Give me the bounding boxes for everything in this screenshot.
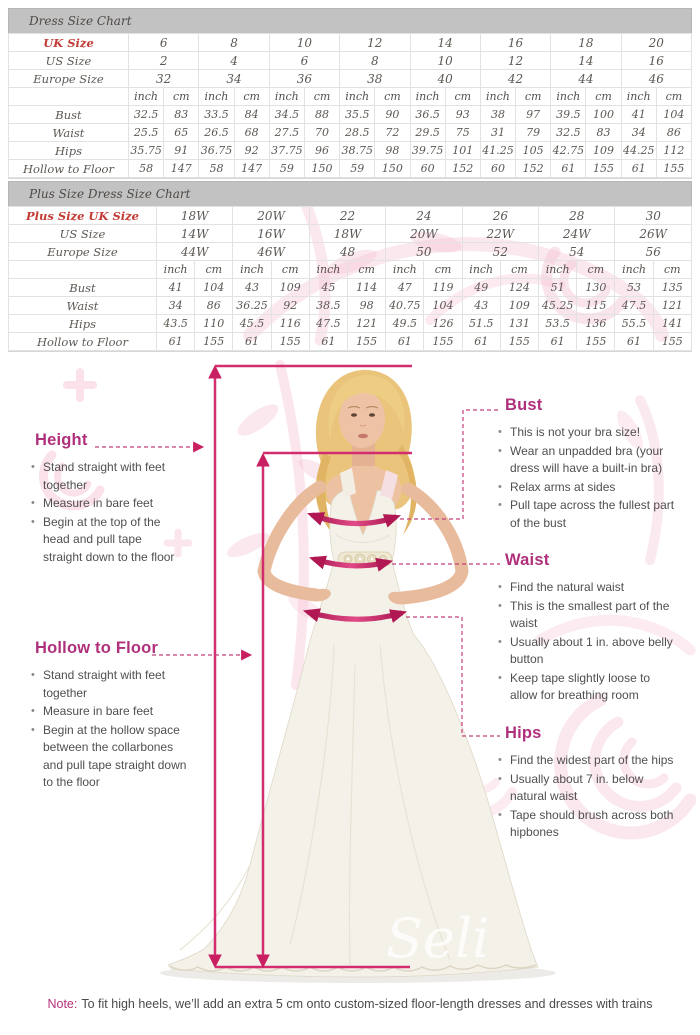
- unit-header-row: [9, 88, 692, 106]
- measurement-row: [9, 279, 692, 297]
- measurement-value-cell: 98: [348, 297, 386, 315]
- unit-header-cell: cm: [500, 261, 538, 279]
- height-instructions: [30, 459, 182, 566]
- size-value-cell: 22: [309, 207, 385, 225]
- unit-header-cell: cm: [516, 88, 551, 106]
- measurement-row: [9, 315, 692, 333]
- dress-brand-watermark: Seli: [386, 907, 490, 970]
- size-value-cell: 2: [129, 52, 199, 70]
- bust-instructions: [497, 424, 675, 532]
- measurement-value-cell: 40.75: [386, 297, 424, 315]
- measurement-value-cell: 88: [304, 106, 339, 124]
- measurement-value-cell: 34: [157, 297, 195, 315]
- measurement-row: [9, 160, 692, 178]
- measurement-value-cell: 83: [586, 124, 621, 142]
- measurement-value-cell: 43: [462, 297, 500, 315]
- measurement-value-cell: 58: [129, 160, 164, 178]
- measurement-value-cell: 59: [340, 160, 375, 178]
- size-row: [9, 70, 692, 88]
- instruction-item: • Usually about 1 in. above belly button: [497, 634, 675, 669]
- measurement-value-cell: 155: [586, 160, 621, 178]
- measurement-value-cell: 34.5: [269, 106, 304, 124]
- size-value-cell: 52: [462, 243, 538, 261]
- size-value-cell: 12: [340, 34, 410, 52]
- measurement-value-cell: 79: [516, 124, 551, 142]
- hips-heading: Hips: [505, 724, 542, 742]
- measurement-value-cell: 155: [656, 160, 691, 178]
- measurement-value-cell: 61: [539, 333, 577, 351]
- measuring-guide: [0, 345, 700, 993]
- size-value-cell: 44W: [157, 243, 233, 261]
- measurement-value-cell: 45: [309, 279, 347, 297]
- unit-header-cell: cm: [445, 88, 480, 106]
- unit-header-cell: cm: [304, 88, 339, 106]
- measurement-value-cell: 36.5: [410, 106, 445, 124]
- measurement-value-cell: 155: [500, 333, 538, 351]
- size-value-cell: 44: [551, 70, 621, 88]
- size-row: [9, 52, 692, 70]
- size-value-cell: 14: [551, 52, 621, 70]
- size-value-cell: 56: [615, 243, 692, 261]
- size-value-cell: 20W: [386, 225, 462, 243]
- measurement-row-label: Bust: [9, 279, 157, 297]
- measurement-row-label: Hips: [9, 142, 129, 160]
- measurement-value-cell: 155: [577, 333, 615, 351]
- measurement-value-cell: 86: [656, 124, 691, 142]
- size-row: [9, 207, 692, 225]
- measurement-value-cell: 43.5: [157, 315, 195, 333]
- standard-size-chart: [8, 8, 692, 179]
- unit-header-cell: cm: [656, 88, 691, 106]
- measurement-value-cell: 47.5: [615, 297, 653, 315]
- measurement-value-cell: 104: [656, 106, 691, 124]
- unit-header-cell: inch: [157, 261, 195, 279]
- size-value-cell: 48: [309, 243, 385, 261]
- unit-header-cell: cm: [164, 88, 199, 106]
- measurement-value-cell: 93: [445, 106, 480, 124]
- measurement-value-cell: 91: [164, 142, 199, 160]
- measurement-value-cell: 32.5: [551, 124, 586, 142]
- measurement-value-cell: 49.5: [386, 315, 424, 333]
- measurement-row-label: Hollow to Floor: [9, 333, 157, 351]
- measurement-value-cell: 49: [462, 279, 500, 297]
- instruction-item: • This is not your bra size!: [497, 424, 675, 442]
- measurement-value-cell: 110: [195, 315, 233, 333]
- measurement-value-cell: 109: [271, 279, 309, 297]
- measurement-value-cell: 150: [304, 160, 339, 178]
- measurement-value-cell: 39.5: [551, 106, 586, 124]
- measurement-value-cell: 75: [445, 124, 480, 142]
- measurement-value-cell: 96: [304, 142, 339, 160]
- measurement-value-cell: 36.25: [233, 297, 271, 315]
- size-value-cell: 46: [621, 70, 691, 88]
- measurement-value-cell: 135: [653, 279, 691, 297]
- unit-header-cell: inch: [621, 88, 656, 106]
- height-section: [30, 431, 182, 567]
- measurement-value-cell: 32.5: [129, 106, 164, 124]
- measurement-value-cell: 58: [199, 160, 234, 178]
- size-value-cell: 22W: [462, 225, 538, 243]
- size-value-cell: 30: [615, 207, 692, 225]
- size-value-cell: 4: [199, 52, 269, 70]
- measurement-value-cell: 45.5: [233, 315, 271, 333]
- size-value-cell: 8: [340, 52, 410, 70]
- measurement-value-cell: 100: [586, 106, 621, 124]
- measurement-value-cell: 84: [234, 106, 269, 124]
- measurement-value-cell: 38.75: [340, 142, 375, 160]
- measurement-value-cell: 38.5: [309, 297, 347, 315]
- measurement-value-cell: 147: [234, 160, 269, 178]
- size-value-cell: 20: [621, 34, 691, 52]
- instruction-item: • Pull tape across the fullest part of the bust: [497, 497, 675, 532]
- measurement-value-cell: 155: [271, 333, 309, 351]
- hips-section: [497, 724, 675, 843]
- size-row-label: Europe Size: [9, 70, 129, 88]
- size-value-cell: 24W: [539, 225, 615, 243]
- instruction-item: • Keep tape slightly loose to allow for breathing room: [497, 670, 675, 705]
- measurement-value-cell: 35.5: [340, 106, 375, 124]
- measurement-row-label: Waist: [9, 297, 157, 315]
- bust-heading: Bust: [505, 396, 543, 414]
- size-row: [9, 243, 692, 261]
- note-label: Note:: [47, 997, 78, 1011]
- unit-header-cell: inch: [539, 261, 577, 279]
- high-heels-note: [0, 997, 700, 1011]
- measurement-value-cell: 60: [480, 160, 515, 178]
- instruction-item: • Measure in bare feet: [30, 495, 182, 513]
- plus-size-chart-table: [8, 206, 692, 351]
- measurement-value-cell: 152: [445, 160, 480, 178]
- measurement-value-cell: 152: [516, 160, 551, 178]
- size-value-cell: 42: [480, 70, 550, 88]
- measurement-value-cell: 61: [551, 160, 586, 178]
- instruction-item: • Relax arms at sides: [497, 479, 675, 497]
- measurement-value-cell: 92: [271, 297, 309, 315]
- measurement-value-cell: 109: [500, 297, 538, 315]
- measurement-value-cell: 39.75: [410, 142, 445, 160]
- waist-section: [497, 551, 675, 706]
- measurement-value-cell: 121: [653, 297, 691, 315]
- measurement-row: [9, 297, 692, 315]
- empty-cell: [9, 261, 157, 279]
- measurement-value-cell: 26.5: [199, 124, 234, 142]
- measurement-value-cell: 83: [164, 106, 199, 124]
- measurement-value-cell: 68: [234, 124, 269, 142]
- unit-header-cell: cm: [653, 261, 691, 279]
- measurement-value-cell: 27.5: [269, 124, 304, 142]
- height-heading: Height: [35, 431, 88, 449]
- size-value-cell: 14W: [157, 225, 233, 243]
- instruction-item: • Tape should brush across both hipbones: [497, 807, 675, 842]
- waist-heading: Waist: [505, 551, 550, 569]
- measurement-value-cell: 38: [480, 106, 515, 124]
- unit-header-cell: inch: [340, 88, 375, 106]
- size-value-cell: 26W: [615, 225, 692, 243]
- measurement-value-cell: 44.25: [621, 142, 656, 160]
- size-value-cell: 12: [480, 52, 550, 70]
- measurement-value-cell: 61: [309, 333, 347, 351]
- size-value-cell: 16: [480, 34, 550, 52]
- measurement-value-cell: 60: [410, 160, 445, 178]
- measurement-value-cell: 97: [516, 106, 551, 124]
- measurement-value-cell: 155: [348, 333, 386, 351]
- standard-chart-title: Dress Size Chart: [8, 8, 692, 33]
- measurement-value-cell: 155: [195, 333, 233, 351]
- unit-header-cell: cm: [348, 261, 386, 279]
- measurement-value-cell: 155: [424, 333, 462, 351]
- unit-header-cell: inch: [309, 261, 347, 279]
- size-value-cell: 18W: [309, 225, 385, 243]
- measurement-value-cell: 37.75: [269, 142, 304, 160]
- unit-header-cell: cm: [375, 88, 410, 106]
- measurement-value-cell: 35.75: [129, 142, 164, 160]
- measurement-value-cell: 121: [348, 315, 386, 333]
- unit-header-cell: inch: [615, 261, 653, 279]
- measurement-value-cell: 61: [615, 333, 653, 351]
- measurement-value-cell: 41.25: [480, 142, 515, 160]
- standard-size-chart-table: [8, 33, 692, 178]
- measurement-value-cell: 36.75: [199, 142, 234, 160]
- measurement-value-cell: 101: [445, 142, 480, 160]
- measurement-value-cell: 59: [269, 160, 304, 178]
- measurement-value-cell: 105: [516, 142, 551, 160]
- measurement-value-cell: 131: [500, 315, 538, 333]
- measurement-value-cell: 61: [233, 333, 271, 351]
- size-value-cell: 54: [539, 243, 615, 261]
- measurement-value-cell: 116: [271, 315, 309, 333]
- measurement-value-cell: 92: [234, 142, 269, 160]
- measurement-row-label: Hips: [9, 315, 157, 333]
- measurement-value-cell: 104: [195, 279, 233, 297]
- size-row-label: Plus Size UK Size: [9, 207, 157, 225]
- measurement-value-cell: 115: [577, 297, 615, 315]
- unit-header-cell: inch: [199, 88, 234, 106]
- size-value-cell: 38: [340, 70, 410, 88]
- measurement-value-cell: 29.5: [410, 124, 445, 142]
- plus-size-chart: [8, 181, 692, 352]
- measurement-row-label: Hollow to Floor: [9, 160, 129, 178]
- measurement-value-cell: 136: [577, 315, 615, 333]
- measurement-value-cell: 33.5: [199, 106, 234, 124]
- measurement-value-cell: 61: [386, 333, 424, 351]
- instruction-item: • Stand straight with feet together: [30, 667, 192, 702]
- instruction-item: • Find the widest part of the hips: [497, 752, 675, 770]
- unit-header-cell: inch: [129, 88, 164, 106]
- wedding-dress: [168, 468, 538, 977]
- size-value-cell: 10: [410, 52, 480, 70]
- size-value-cell: 18W: [157, 207, 233, 225]
- size-value-cell: 50: [386, 243, 462, 261]
- size-value-cell: 46W: [233, 243, 309, 261]
- instruction-item: • Begin at the top of the head and pull tape straight down to the floor: [30, 514, 182, 567]
- measurement-value-cell: 112: [656, 142, 691, 160]
- measurement-value-cell: 61: [621, 160, 656, 178]
- measurement-value-cell: 124: [500, 279, 538, 297]
- size-value-cell: 32: [129, 70, 199, 88]
- measurement-value-cell: 47: [386, 279, 424, 297]
- measurement-value-cell: 155: [653, 333, 691, 351]
- measurement-value-cell: 61: [157, 333, 195, 351]
- size-value-cell: 10: [269, 34, 339, 52]
- measurement-value-cell: 53: [615, 279, 653, 297]
- size-row-label: Europe Size: [9, 243, 157, 261]
- measurement-value-cell: 31: [480, 124, 515, 142]
- hollow-to-floor-instructions: [30, 667, 192, 792]
- measurement-value-cell: 130: [577, 279, 615, 297]
- measurement-row: [9, 142, 692, 160]
- size-row-label: UK Size: [9, 34, 129, 52]
- measurement-value-cell: 61: [462, 333, 500, 351]
- unit-header-cell: cm: [195, 261, 233, 279]
- measurement-value-cell: 126: [424, 315, 462, 333]
- measurement-value-cell: 65: [164, 124, 199, 142]
- unit-header-cell: inch: [410, 88, 445, 106]
- measurement-value-cell: 86: [195, 297, 233, 315]
- instruction-item: • Find the natural waist: [497, 579, 675, 597]
- measurement-value-cell: 90: [375, 106, 410, 124]
- size-value-cell: 20W: [233, 207, 309, 225]
- unit-header-cell: inch: [480, 88, 515, 106]
- size-value-cell: 40: [410, 70, 480, 88]
- plus-chart-title: Plus Size Dress Size Chart: [8, 181, 692, 206]
- size-value-cell: 6: [269, 52, 339, 70]
- measurement-value-cell: 28.5: [340, 124, 375, 142]
- measurement-row-label: Waist: [9, 124, 129, 142]
- unit-header-row: [9, 261, 692, 279]
- instruction-item: • Begin at the hollow space between the collarbones and pull tape straight down to the floor: [30, 722, 192, 792]
- size-value-cell: 34: [199, 70, 269, 88]
- size-value-cell: 36: [269, 70, 339, 88]
- measurement-value-cell: 114: [348, 279, 386, 297]
- bust-section: [497, 396, 675, 533]
- size-value-cell: 28: [539, 207, 615, 225]
- measurement-value-cell: 55.5: [615, 315, 653, 333]
- measurement-row: [9, 124, 692, 142]
- size-value-cell: 24: [386, 207, 462, 225]
- size-value-cell: 8: [199, 34, 269, 52]
- instruction-item: • Usually about 7 in. below natural waist: [497, 771, 675, 806]
- size-row: [9, 34, 692, 52]
- waist-instructions: [497, 579, 675, 705]
- unit-header-cell: inch: [233, 261, 271, 279]
- unit-header-cell: inch: [462, 261, 500, 279]
- unit-header-cell: cm: [271, 261, 309, 279]
- size-value-cell: 14: [410, 34, 480, 52]
- measurement-value-cell: 25.5: [129, 124, 164, 142]
- unit-header-cell: cm: [234, 88, 269, 106]
- measurement-value-cell: 53.5: [539, 315, 577, 333]
- instruction-item: • Measure in bare feet: [30, 703, 192, 721]
- unit-header-cell: inch: [386, 261, 424, 279]
- instruction-item: • Wear an unpadded bra (your dress will have a built-in bra): [497, 443, 675, 478]
- empty-cell: [9, 88, 129, 106]
- measurement-value-cell: 51.5: [462, 315, 500, 333]
- measurement-value-cell: 41: [157, 279, 195, 297]
- measurement-value-cell: 51: [539, 279, 577, 297]
- measurement-value-cell: 70: [304, 124, 339, 142]
- size-value-cell: 26: [462, 207, 538, 225]
- size-row: [9, 225, 692, 243]
- measurement-value-cell: 109: [586, 142, 621, 160]
- note-text: To fit high heels, we’ll add an extra 5 cm onto custom-sized floor-length dresses and dresses with trains: [81, 997, 653, 1011]
- instruction-item: • This is the smallest part of the waist: [497, 598, 675, 633]
- size-value-cell: 18: [551, 34, 621, 52]
- hollow-to-floor-section: [30, 639, 192, 793]
- measurement-row-label: Bust: [9, 106, 129, 124]
- measurement-value-cell: 98: [375, 142, 410, 160]
- hollow-to-floor-heading: Hollow to Floor: [35, 639, 159, 657]
- measurement-value-cell: 41: [621, 106, 656, 124]
- measurement-value-cell: 42.75: [551, 142, 586, 160]
- measurement-value-cell: 150: [375, 160, 410, 178]
- unit-header-cell: inch: [551, 88, 586, 106]
- measurement-value-cell: 147: [164, 160, 199, 178]
- unit-header-cell: cm: [586, 88, 621, 106]
- measurement-value-cell: 119: [424, 279, 462, 297]
- measurement-value-cell: 45.25: [539, 297, 577, 315]
- size-value-cell: 16W: [233, 225, 309, 243]
- measurement-value-cell: 104: [424, 297, 462, 315]
- measurement-value-cell: 141: [653, 315, 691, 333]
- unit-header-cell: cm: [577, 261, 615, 279]
- size-value-cell: 16: [621, 52, 691, 70]
- measurement-row: [9, 106, 692, 124]
- measurement-value-cell: 34: [621, 124, 656, 142]
- unit-header-cell: inch: [269, 88, 304, 106]
- unit-header-cell: cm: [424, 261, 462, 279]
- measurement-value-cell: 72: [375, 124, 410, 142]
- size-row-label: US Size: [9, 225, 157, 243]
- size-row-label: US Size: [9, 52, 129, 70]
- instruction-item: • Stand straight with feet together: [30, 459, 182, 494]
- size-value-cell: 6: [129, 34, 199, 52]
- measurement-value-cell: 43: [233, 279, 271, 297]
- measurement-value-cell: 47.5: [309, 315, 347, 333]
- hips-instructions: [497, 752, 675, 842]
